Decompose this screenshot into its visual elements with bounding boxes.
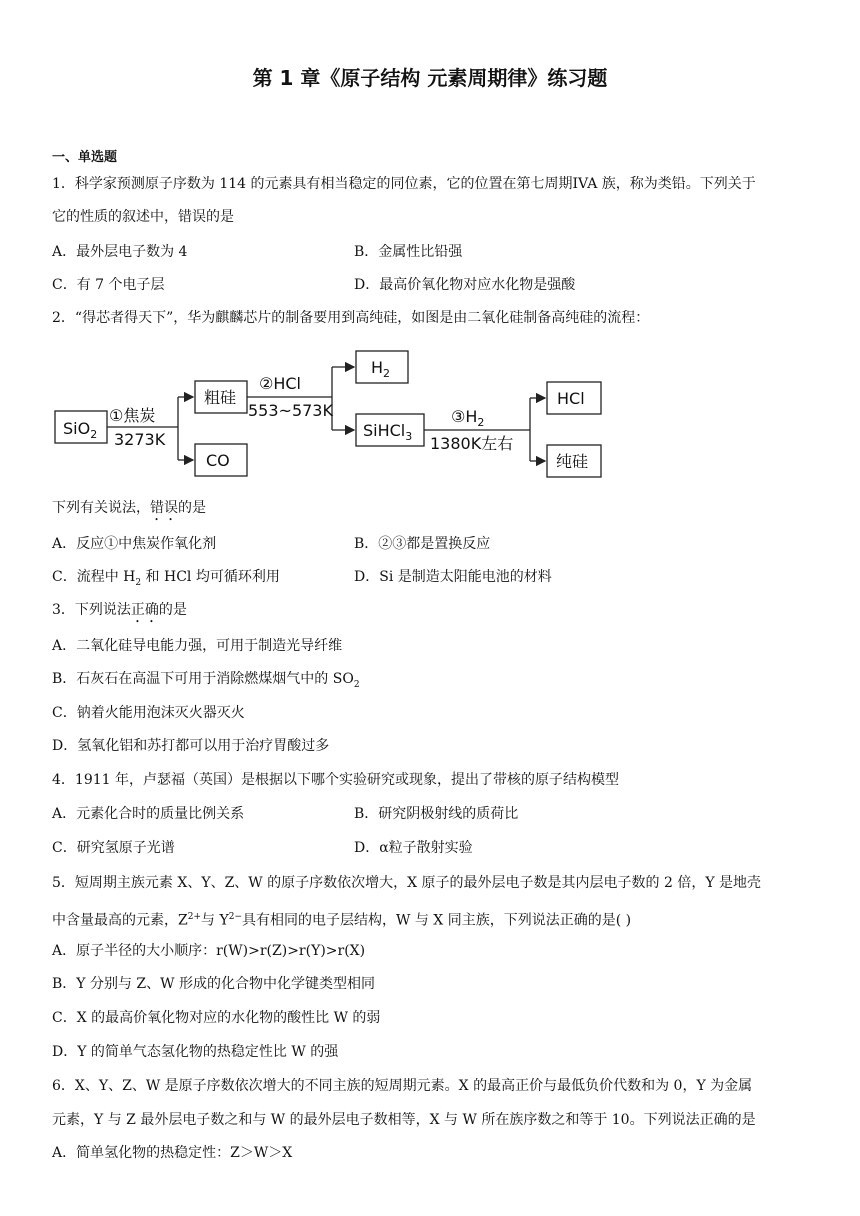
q3-option-c: C．钠着火能用泡沫灭火器灭火 [52, 705, 245, 721]
q5-stem-line1: 5．短周期主族元素 X、Y、Z、W 的原子序数依次增大，X 原子的最外层电子数是其内层电子数的 2 倍，Y 是地壳 [52, 875, 762, 891]
crude-si-label: 粗硅 [204, 388, 237, 407]
q1-stem-line1: 1．科学家预测原子序数为 114 的元素具有相当稳定的同位素，它的位置在第七周期IVA 族，称为类铅。下列关于 [52, 176, 756, 192]
q5-option-c: C．X 的最高价氧化物对应的水化物的酸性比 W 的弱 [52, 1010, 381, 1026]
q1-option-a: A．最外层电子数为 4 [52, 244, 188, 260]
step3-reagent: $③H_2$ [451, 407, 485, 429]
q2-option-d: D．Si 是制造太阳能电池的材料 [354, 569, 552, 585]
q2-stem: 2．“得芯者得天下”，华为麒麟芯片的制备要用到高纯硅，如图是由二氧化硅制备高纯硅的流程： [52, 310, 650, 326]
q4-option-c: C．研究氢原子光谱 [52, 840, 175, 856]
q6-option-a: A．简单氢化物的热稳定性：Z＞W＞X [52, 1145, 293, 1161]
q4-stem: 4．1911 年，卢瑟福（英国）是根据以下哪个实验研究或现象，提出了带核的原子结构模型 [52, 772, 619, 788]
sihcl3-label: SiHCl$_3$ [363, 421, 413, 443]
step2-temp: 553~573K [248, 401, 333, 420]
co-label: CO [206, 451, 230, 470]
q2-prompt: 下列有关说法，错误的是 [52, 500, 206, 516]
emphasis-correct: 正确 [130, 602, 159, 618]
q6-stem-line2: 元素，Y 与 Z 最外层电子数之和与 W 的最外层电子数相等，X 与 W 所在族序数之和等于 10。下列说法正确的是 [52, 1112, 756, 1128]
step1-temp: 3273K [114, 430, 166, 449]
q5-option-d: D．Y 的简单气态氢化物的热稳定性比 W 的强 [52, 1044, 339, 1060]
q2-option-a: A．反应①中焦炭作氧化剂 [52, 536, 217, 552]
q4-option-a: A．元素化合时的质量比例关系 [52, 806, 245, 822]
h2-label: $H_2$ [371, 358, 391, 380]
q2-option-b: B．②③都是置换反应 [354, 536, 491, 552]
step3-temp: 1380K左右 [430, 434, 514, 453]
q5-option-b: B．Y 分别与 Z、W 形成的化合物中化学键类型相同 [52, 976, 375, 992]
q4-option-b: B．研究阴极射线的质荷比 [354, 806, 519, 822]
q3-option-d: D．氢氧化铝和苏打都可以用于治疗胃酸过多 [52, 738, 330, 754]
q3-option-b: B．石灰石在高温下可用于消除燃煤烟气中的 $SO_2$ [52, 671, 360, 690]
step1-reagent: ①焦炭 [109, 406, 156, 425]
q6-stem-line1: 6．X、Y、Z、W 是原子序数依次增大的不同主族的短周期元素。X 的最高正价与最低负价代数和为 0，Y 为金属 [52, 1078, 753, 1094]
flow-diagram [50, 345, 620, 485]
q1-stem-line2: 它的性质的叙述中，错误的是 [52, 209, 234, 225]
q4-option-d: D．α粒子散射实验 [354, 840, 473, 856]
q1-option-c: C．有 7 个电子层 [52, 277, 165, 293]
emphasis-wrong: 错误 [150, 500, 178, 516]
sio2-label: SiO$_2$ [63, 419, 98, 441]
pure-si-label: 纯硅 [556, 452, 589, 471]
q1-option-d: D．最高价氧化物对应水化物是强酸 [354, 277, 576, 293]
q5-option-a: A．原子半径的大小顺序：r(W)>r(Z)>r(Y)>r(X) [52, 943, 366, 959]
q3-option-a: A．二氧化硅导电能力强，可用于制造光导纤维 [52, 638, 343, 654]
step2-reagent: ②HCl [259, 374, 301, 393]
page-title: 第 1 章《原子结构 元素周期律》练习题 [252, 66, 608, 90]
hcl-label: HCl [557, 389, 585, 408]
q2-option-c: C．流程中 $H_2$ 和 HCl 均可循环利用 [52, 569, 280, 588]
q3-stem: 3．下列说法正确的是 [52, 602, 187, 618]
q5-stem-line2: 中含量最高的元素，$Z^{2+}$与 $Y^{2-}$具有相同的电子层结构，W 与 X 同主族，下列说法正确的是( ) [52, 912, 632, 929]
q1-option-b: B．金属性比铅强 [354, 244, 463, 260]
section-heading: 一、单选题 [52, 150, 118, 165]
